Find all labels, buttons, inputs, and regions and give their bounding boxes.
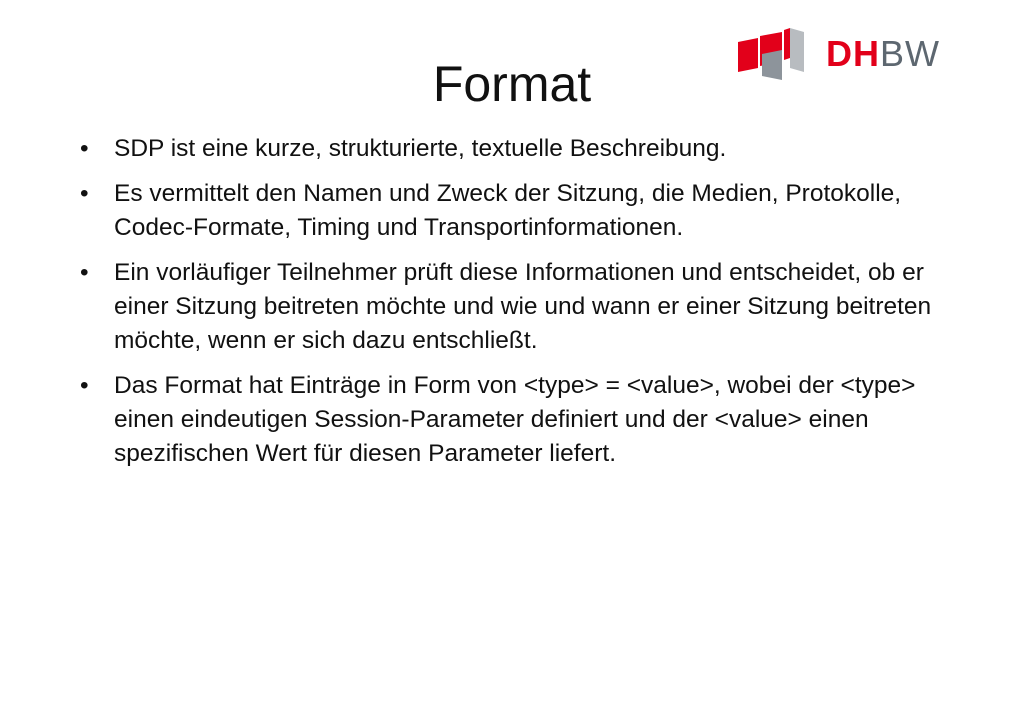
logo-text-dh: DH (826, 33, 880, 74)
bullet-text: Das Format hat Einträge in Form von <type> = <value>, wobei der <type> einen eindeutigen Session-Parameter definiert und der <value> einen spezifischen Wert für diesen Parameter liefert. (114, 372, 916, 467)
bullet-text: SDP ist eine kurze, strukturierte, textuelle Beschreibung. (114, 135, 727, 162)
slide-title: Format (432, 56, 592, 112)
bullet-marker: • (80, 135, 89, 162)
bullet-marker: • (80, 180, 89, 207)
bullet-marker: • (80, 259, 89, 286)
bullet-text: Ein vorläufiger Teilnehmer prüft diese Informationen und entscheidet, ob er einer Sitzung beitreten möchte und wie und wann er einer Sitzung beitreten möchte, wenn er sich dazu entschließt. (114, 259, 932, 354)
bullet-item (78, 132, 948, 166)
logo-text-bw: BW (880, 33, 940, 74)
bullet-item (78, 256, 948, 358)
bullet-item (78, 177, 948, 245)
bullet-item (78, 369, 948, 471)
bullet-list (78, 132, 948, 482)
bullet-marker: • (80, 372, 89, 399)
bullet-text: Es vermittelt den Namen und Zweck der Sitzung, die Medien, Protokolle, Codec-Formate, Timing und Transportinformationen. (114, 180, 902, 241)
